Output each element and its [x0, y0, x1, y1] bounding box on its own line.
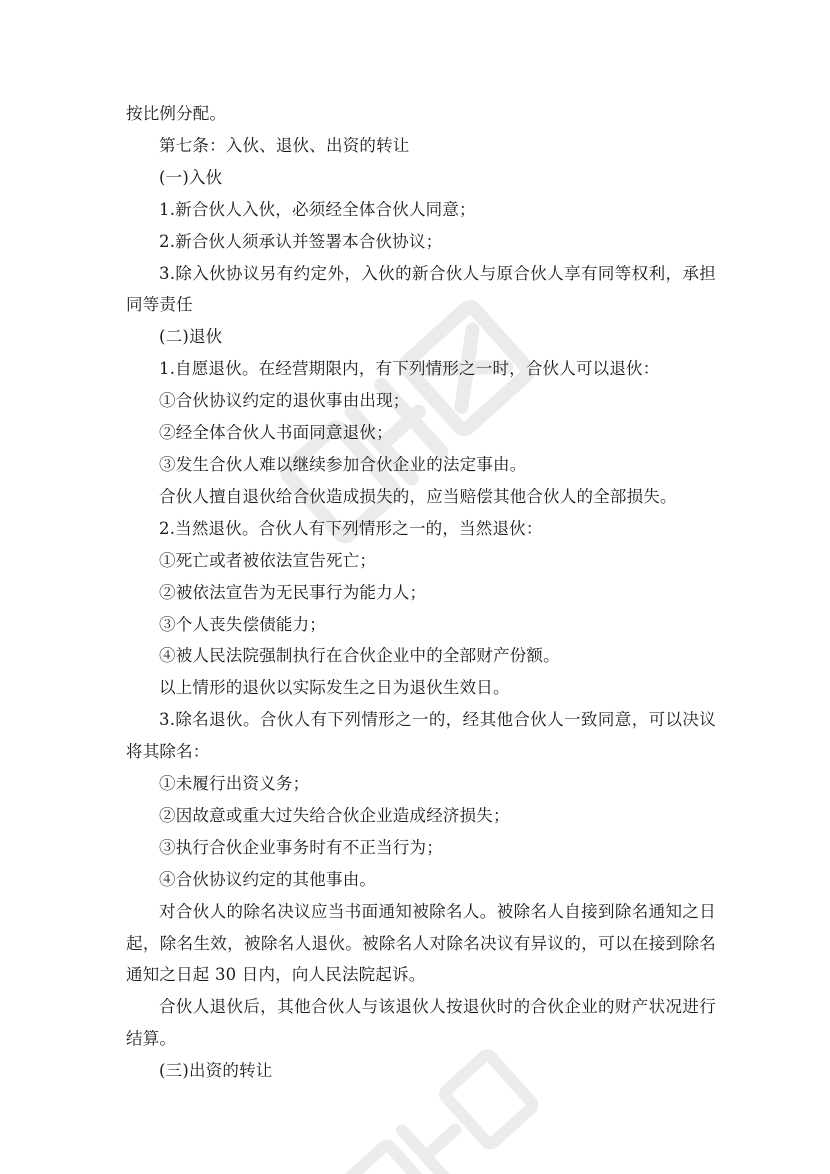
list-item: 3.除入伙协议另有约定外，入伙的新合伙人与原合伙人享有同等权利，承担同等责任	[126, 263, 716, 315]
list-item: 1.自愿退伙。在经营期限内，有下列情形之一时，合伙人可以退伙：	[159, 359, 660, 379]
sub-item: ③个人丧失偿债能力；	[159, 614, 326, 634]
document-body	[126, 98, 716, 1087]
list-item: 2.新合伙人须承认并签署本合伙协议；	[159, 231, 443, 251]
section-heading: (一)入伙	[159, 167, 223, 187]
section-heading: (二)退伙	[159, 327, 223, 347]
sub-item: ①死亡或者被依法宣告死亡；	[159, 550, 377, 570]
sub-item: ②因故意或重大过失给合伙企业造成经济损失；	[159, 805, 510, 825]
sub-item: ②被依法宣告为无民事行为能力人；	[159, 582, 427, 602]
sub-item: ①合伙协议约定的退伙事由出现；	[159, 391, 410, 411]
paragraph: 以上情形的退伙以实际发生之日为退伙生效日。	[159, 678, 510, 698]
sub-item: ②经全体合伙人书面同意退伙；	[159, 423, 393, 443]
list-item: 1.新合伙人入伙，必须经全体合伙人同意；	[159, 199, 476, 219]
sub-item: ④合伙协议约定的其他事由。	[159, 869, 377, 889]
section-heading: (三)出资的转让	[159, 1061, 273, 1081]
sub-item: ④被人民法院强制执行在合伙企业中的全部财产份额。	[159, 646, 560, 666]
sub-item: ③发生合伙人难以继续参加合伙企业的法定事由。	[159, 454, 527, 474]
text-line: 按比例分配。	[126, 104, 227, 123]
paragraph: 合伙人退伙后，其他合伙人与该退伙人按退伙时的合伙企业的财产状况进行结算。	[126, 997, 716, 1049]
sub-item: ①未履行出资义务；	[159, 774, 310, 794]
list-item: 3.除名退伙。合伙人有下列情形之一的，经其他合伙人一致同意，可以决议将其除名：	[126, 710, 716, 762]
sub-item: ③执行合伙企业事务时有不正当行为；	[159, 837, 443, 857]
list-item: 2.当然退伙。合伙人有下列情形之一的，当然退伙：	[159, 518, 543, 538]
paragraph: 合伙人擅自退伙给合伙造成损失的，应当赔偿其他合伙人的全部损失。	[159, 486, 677, 506]
paragraph: 对合伙人的除名决议应当书面通知被除名人。被除名人自接到除名通知之日起，除名生效，被除名人退伙。被除名人对除名决议有异议的，可以在接到除名通知之日起 30 日内，向人民法院起诉。	[126, 901, 716, 985]
article-heading: 第七条：入伙、退伙、出资的转让	[159, 135, 410, 155]
